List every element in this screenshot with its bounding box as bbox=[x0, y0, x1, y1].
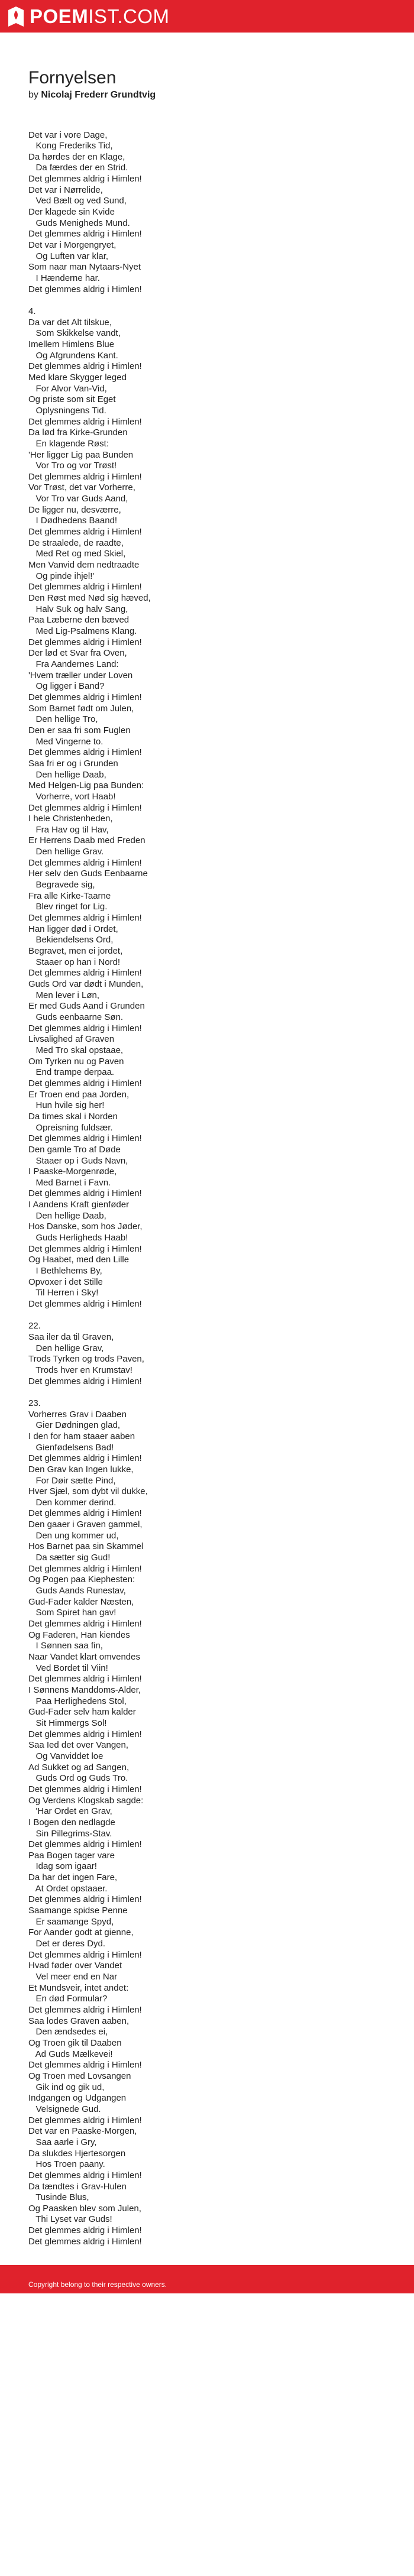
poem-line: Ved Bælt og ved Sund, bbox=[28, 196, 127, 206]
poem-line: Og Pogen paa Kiephesten: bbox=[28, 1574, 135, 1585]
poem-line: Og Faderen, Han kiendes bbox=[28, 1629, 130, 1640]
poem-line: Og ligger i Band? bbox=[28, 681, 105, 692]
poem-line: Paa Læberne den bæved bbox=[28, 615, 130, 626]
poem-line: I den for ham staaer aaben bbox=[28, 1431, 135, 1441]
poem-line: Staaer op han i Nord! bbox=[28, 957, 121, 967]
poem-line: Naar Vandet klart omvendes bbox=[28, 1652, 140, 1663]
poem-line: Da lød fra Kirke-Grunden bbox=[28, 427, 128, 438]
poem-line: Det glemmes aldrig i Himlen! bbox=[28, 802, 142, 813]
poem-line: Indgangen og Udgangen bbox=[28, 2093, 127, 2104]
poem-line: Vor Trøst, det var Vorherre, bbox=[28, 482, 135, 493]
poem-line: I Hænderne har. bbox=[28, 273, 100, 284]
poem-line: Og Haabet, med den Lille bbox=[28, 1255, 130, 1265]
poem-line: Da hørdes der en Klage, bbox=[28, 151, 125, 162]
poem-line: Og Vanviddet loe bbox=[28, 1751, 104, 1761]
poem-line: Med Vingerne to. bbox=[28, 736, 104, 747]
poem-line: Det glemmes aldrig i Himlen! bbox=[28, 1188, 142, 1199]
poem-line: Gienfødelsens Bad! bbox=[28, 1442, 114, 1453]
poem-line: I Sønnens Manddoms-Alder, bbox=[28, 1684, 141, 1695]
poem-line: Guds Ord var dødt i Munden, bbox=[28, 979, 144, 990]
poem-line: Det glemmes aldrig i Himlen! bbox=[28, 361, 142, 372]
poem-line: Det glemmes aldrig i Himlen! bbox=[28, 471, 142, 482]
poem-line: Det glemmes aldrig i Himlen! bbox=[28, 1674, 142, 1684]
logo-icon[interactable] bbox=[8, 7, 24, 27]
poem-line: Vorherre, vort Haab! bbox=[28, 791, 116, 802]
stanza bbox=[28, 130, 386, 296]
poem-line: Paa Herlighedens Stol, bbox=[28, 1696, 127, 1706]
poem-line: Det glemmes aldrig i Himlen! bbox=[28, 747, 142, 758]
poem-line: Oplysningens Tid. bbox=[28, 405, 106, 416]
poem-line: Fra Aandernes Land: bbox=[28, 659, 119, 669]
poem-line: Til Herren i Sky! bbox=[28, 1288, 99, 1298]
byline bbox=[28, 90, 386, 101]
poem-line: Trods hver en Krumstav! bbox=[28, 1365, 132, 1375]
site-footer bbox=[0, 2265, 414, 2293]
poem-line: Den Røst med Nød sig hæved, bbox=[28, 593, 151, 604]
poem-line: Det glemmes aldrig i Himlen! bbox=[28, 1078, 142, 1088]
poem-line: Saa fri er og i Grunden bbox=[28, 758, 118, 769]
poem-line: Ad Guds Mælkevei! bbox=[28, 2049, 113, 2059]
poem-line: I Bogen den nedlagde bbox=[28, 1817, 115, 1827]
poem-line: 23. bbox=[28, 1398, 41, 1408]
stanza bbox=[28, 1321, 386, 1387]
poem-line: Det glemmes aldrig i Himlen! bbox=[28, 637, 142, 647]
poem-line: Hos Barnet paa sin Skammel bbox=[28, 1541, 144, 1552]
poem-line: Guds Herligheds Haab! bbox=[28, 1233, 128, 1243]
poem-line: Paa Bogen tager vare bbox=[28, 1850, 115, 1861]
poem-line: Den gamle Tro af Døde bbox=[28, 1144, 121, 1155]
poem-title: Fornyelsen bbox=[28, 68, 117, 88]
poem-line: Med Ret og med Skiel, bbox=[28, 549, 126, 559]
poem-line: Det glemmes aldrig i Himlen! bbox=[28, 1563, 142, 1574]
poem-line: Velsignede Gud. bbox=[28, 2104, 101, 2114]
poem-line: Et Mundsveir, intet andet: bbox=[28, 1982, 129, 1993]
poem-line: Det glemmes aldrig i Himlen! bbox=[28, 2060, 142, 2070]
poem-line: I Aandens Kraft gienføder bbox=[28, 1200, 130, 1210]
poem-line: Saa Ied det over Vangen, bbox=[28, 1740, 129, 1751]
poem-line: Det glemmes aldrig i Himlen! bbox=[28, 1619, 142, 1629]
poem-line: Kong Frederiks Tid, bbox=[28, 141, 113, 151]
poem-line: Det glemmes aldrig i Himlen! bbox=[28, 582, 142, 592]
poem-line: Det glemmes aldrig i Himlen! bbox=[28, 1729, 142, 1739]
poem-line: Det glemmes aldrig i Himlen! bbox=[28, 1453, 142, 1464]
poem-body bbox=[28, 130, 386, 2248]
poem-line: Gik ind og gik ud, bbox=[28, 2082, 105, 2092]
poem-line: Saa lodes Graven aaben, bbox=[28, 2016, 130, 2026]
poem-line: Det var en Paaske-Morgen, bbox=[28, 2126, 137, 2137]
poem-line: Med Tro skal opstaae, bbox=[28, 1045, 124, 1055]
poem-line: Det glemmes aldrig i Himlen! bbox=[28, 527, 142, 537]
poem-line: Den hellige Tro, bbox=[28, 714, 98, 725]
poem-line: 4. bbox=[28, 306, 36, 316]
poem-line: Der lød et Svar fra Oven, bbox=[28, 648, 127, 659]
poem-line: Gud-Fader selv ham kalder bbox=[28, 1707, 136, 1718]
poem-line: Den hellige Grav. bbox=[28, 847, 104, 857]
poem-line: Idag som igaar! bbox=[28, 1861, 97, 1872]
poem-line: Guds Aands Runestav, bbox=[28, 1586, 126, 1596]
poem-line: Saa iler da til Graven, bbox=[28, 1332, 114, 1342]
poem-line: Det glemmes aldrig i Himlen! bbox=[28, 1949, 142, 1960]
poem-line: Da var det Alt tilskue, bbox=[28, 317, 112, 328]
poem-line: Opvoxer i det Stille bbox=[28, 1276, 103, 1287]
poem-line: Hver Sjæl, som dybt vil dukke, bbox=[28, 1486, 148, 1497]
poem-line: Det glemmes aldrig i Himlen! bbox=[28, 1243, 142, 1254]
poem-line: Er Troen end paa Jorden, bbox=[28, 1089, 130, 1100]
poem-line: Saa aarle i Gry, bbox=[28, 2137, 97, 2147]
poem-line: Imellem Himlens Blue bbox=[28, 339, 115, 349]
logo-bold: POEM bbox=[30, 5, 89, 27]
poem-line: Det glemmes aldrig i Himlen! bbox=[28, 1299, 142, 1310]
poem-line: Det glemmes aldrig i Himlen! bbox=[28, 2236, 142, 2247]
poem-line: Og Troen gik til Daaben bbox=[28, 2037, 122, 2048]
poem-line: At Ordet opstaaer. bbox=[28, 1883, 108, 1894]
poem-line: Ved Bordet til Viin! bbox=[28, 1663, 108, 1673]
poem-line: Vel meer end en Nar bbox=[28, 1972, 118, 1982]
poem-line: Fra Hav og til Hav, bbox=[28, 824, 109, 835]
poem-line: Det glemmes aldrig i Himlen! bbox=[28, 416, 142, 427]
poem-line: Med klare Skygger leged bbox=[28, 372, 127, 383]
poem-line: Den ændsedes ei, bbox=[28, 2027, 108, 2037]
poem-line: Men Vanvid dem nedtraadte bbox=[28, 560, 140, 571]
site-header bbox=[0, 0, 414, 33]
poem-line: Vorherres Grav i Daaben bbox=[28, 1409, 127, 1420]
poem-line: Da tændtes i Grav-Hulen bbox=[28, 2181, 127, 2192]
poem-line: Hos Troen paany. bbox=[28, 2159, 105, 2170]
poem-line: Her selv den Guds Eenbaarne bbox=[28, 869, 148, 879]
poem-line: Bekiendelsens Ord, bbox=[28, 935, 114, 945]
poem-line: Begravede sig, bbox=[28, 880, 95, 890]
poem-line: 'Hvem træller under Loven bbox=[28, 670, 133, 681]
poem-line: De straalede, de raadte, bbox=[28, 537, 124, 548]
poem-line: Vor Tro var Guds Aand, bbox=[28, 494, 128, 504]
poem-line: Sin Pillegrims-Stav. bbox=[28, 1828, 112, 1839]
poem-line: Blev ringet for Lig. bbox=[28, 902, 108, 912]
poem-line: Der klagede sin Kvide bbox=[28, 207, 115, 218]
poem-line: Da har det ingen Fare, bbox=[28, 1872, 118, 1883]
poem-line: Er med Guds Aand i Grunden bbox=[28, 1001, 145, 1012]
poem-line: Det glemmes aldrig i Himlen! bbox=[28, 692, 142, 702]
stanza bbox=[28, 306, 386, 1310]
poem-line: Og Troen med Lovsangen bbox=[28, 2070, 131, 2081]
poem-line: Guds Menigheds Mund. bbox=[28, 218, 130, 228]
poem-line: Og Paasken blev som Julen, bbox=[28, 2203, 141, 2214]
poem-line: I Dødhedens Baand! bbox=[28, 516, 118, 526]
poem-line: Det glemmes aldrig i Himlen! bbox=[28, 1839, 142, 1850]
poem-line: Sit Himmergs Sol! bbox=[28, 1718, 107, 1728]
poem-line: Han ligger død i Ordet, bbox=[28, 924, 118, 934]
poem-line: Hvad føder over Vandet bbox=[28, 1961, 122, 1971]
poem-line: Guds Ord og Guds Tro. bbox=[28, 1773, 128, 1784]
poem-line: Gier Dødningen glad, bbox=[28, 1420, 121, 1431]
poem-line: Som Barnet født om Julen, bbox=[28, 703, 134, 714]
poem-content bbox=[0, 33, 414, 2247]
poem-line: Fra alle Kirke-Taarne bbox=[28, 890, 111, 901]
poem-line: Det glemmes aldrig i Himlen! bbox=[28, 968, 142, 978]
poem-line: Da sætter sig Gud! bbox=[28, 1553, 111, 1563]
poem-line: Med Barnet i Favn. bbox=[28, 1177, 111, 1188]
poem-line: Ad Sukket og ad Sangen, bbox=[28, 1762, 130, 1773]
poem-line: Opreisning fuldsær. bbox=[28, 1122, 113, 1133]
poem-line: Som Spiret han gav! bbox=[28, 1608, 117, 1618]
poem-line: Og pinde ihjel!' bbox=[28, 571, 95, 581]
poem-line: Og Verdens Klogskab sagde: bbox=[28, 1795, 144, 1806]
poem-line: Det var i Nørrelide, bbox=[28, 184, 103, 195]
poem-line: 22. bbox=[28, 1321, 41, 1331]
poem-line: 'Her ligger Lig paa Bunden bbox=[28, 449, 134, 460]
poem-line: Den gaaer i Graven gammel, bbox=[28, 1519, 143, 1530]
stanza bbox=[28, 1398, 386, 2248]
poem-line: Og priste som sit Eget bbox=[28, 394, 116, 405]
poem-line: Det glemmes aldrig i Himlen! bbox=[28, 1376, 142, 1386]
poem-line: En klagende Røst: bbox=[28, 438, 109, 449]
poem-line: Med Helgen-Lig paa Bunden: bbox=[28, 780, 144, 791]
poem-line: Guds eenbaarne Søn. bbox=[28, 1012, 124, 1022]
poem-line: Staaer op i Guds Navn, bbox=[28, 1155, 128, 1166]
poem-line: Er Herrens Daab med Freden bbox=[28, 835, 145, 846]
poem-line: De ligger nu, desværre, bbox=[28, 504, 121, 515]
poem-line: Den hellige Daab, bbox=[28, 769, 106, 780]
logo-rest: IST.COM bbox=[88, 5, 170, 27]
poem-line: Livsalighed af Graven bbox=[28, 1034, 115, 1045]
poem-line: Da slukdes Hjertesorgen bbox=[28, 2148, 126, 2159]
poem-line: Det glemmes aldrig i Himlen! bbox=[28, 174, 142, 184]
poem-line: Gud-Fader kalder Næsten, bbox=[28, 1596, 134, 1607]
poem-line: Den er saa fri som Fuglen bbox=[28, 725, 131, 735]
poem-line: Det glemmes aldrig i Himlen! bbox=[28, 2115, 142, 2125]
poem-line: Det er deres Dyd. bbox=[28, 1939, 106, 1949]
poem-line: Det glemmes aldrig i Himlen! bbox=[28, 913, 142, 924]
copyright-text: Copyright belong to their respective owners. bbox=[28, 2280, 167, 2289]
poem-line: Den Grav kan Ingen lukke, bbox=[28, 1464, 134, 1475]
poem-line: Med Lig-Psalmens Klang. bbox=[28, 626, 137, 637]
poem-line: Halv Suk og halv Sang, bbox=[28, 604, 128, 614]
poem-line: Den hellige Daab, bbox=[28, 1210, 106, 1221]
poem-line: Det glemmes aldrig i Himlen! bbox=[28, 2170, 142, 2180]
site-logo[interactable] bbox=[30, 7, 170, 26]
poem-line: For Døir sætte Pind, bbox=[28, 1475, 116, 1486]
author-link[interactable]: Nicolaj Frederr Grundtvig bbox=[41, 89, 156, 100]
poem-line: Og Afgrundens Kant. bbox=[28, 350, 118, 361]
poem-line: Det glemmes aldrig i Himlen! bbox=[28, 1023, 142, 1033]
poem-line: I Paaske-Morgenrøde, bbox=[28, 1167, 117, 1177]
poem-line: For Alvor Van-Vid, bbox=[28, 383, 107, 394]
poem-line: Hos Danske, som hos Jøder, bbox=[28, 1221, 143, 1232]
poem-line: Det glemmes aldrig i Himlen! bbox=[28, 1784, 142, 1794]
poem-line: Det var i Morgengryet, bbox=[28, 240, 117, 251]
poem-line: Hun hvile sig her! bbox=[28, 1100, 105, 1111]
byline-prefix: by bbox=[28, 89, 38, 100]
poem-line: Vor Tro og vor Trøst! bbox=[28, 461, 117, 471]
poem-line: For Aander godt at gienne, bbox=[28, 1927, 134, 1938]
poem-line: Men lever i Løn, bbox=[28, 990, 100, 1000]
poem-line: I Sønnen saa fin, bbox=[28, 1641, 103, 1651]
poem-line: Det glemmes aldrig i Himlen! bbox=[28, 857, 142, 868]
poem-line: Som Skikkelse vandt, bbox=[28, 328, 121, 339]
poem-line: Da times skal i Norden bbox=[28, 1111, 118, 1122]
poem-line: Saamange spidse Penne bbox=[28, 1906, 128, 1916]
poem-line: Det glemmes aldrig i Himlen! bbox=[28, 1133, 142, 1144]
poem-line: Thi Lyset var Guds! bbox=[28, 2214, 112, 2225]
poem-line: Begravet, men ei jordet, bbox=[28, 946, 123, 957]
poem-line: Det glemmes aldrig i Himlen! bbox=[28, 229, 142, 239]
poem-line: Det glemmes aldrig i Himlen! bbox=[28, 2005, 142, 2016]
poem-line: En død Formular? bbox=[28, 1994, 108, 2004]
poem-line: Det glemmes aldrig i Himlen! bbox=[28, 1894, 142, 1905]
poem-line: Og Luften var klar, bbox=[28, 251, 109, 261]
poem-line: Om Tyrken nu og Paven bbox=[28, 1056, 124, 1067]
poem-line: Det glemmes aldrig i Himlen! bbox=[28, 284, 142, 294]
poem-line: Den hellige Grav, bbox=[28, 1343, 104, 1353]
poem-line: Er saamange Spyd, bbox=[28, 1916, 114, 1927]
poem-line: Det var i vore Dage, bbox=[28, 129, 108, 140]
poem-line: I hele Christenheden, bbox=[28, 814, 113, 824]
poem-line: Tusinde Blus, bbox=[28, 2192, 89, 2203]
poem-line: End trampe derpaa. bbox=[28, 1067, 115, 1078]
poem-line: Den kommer derind. bbox=[28, 1497, 117, 1508]
poem-line: 'Har Ordet en Grav, bbox=[28, 1806, 112, 1817]
poem-line: Den ung kommer ud, bbox=[28, 1530, 119, 1541]
poem-line: Trods Tyrken og trods Paven, bbox=[28, 1354, 144, 1365]
poem-line: Det glemmes aldrig i Himlen! bbox=[28, 1508, 142, 1519]
poem-line: Da færdes der en Strid. bbox=[28, 163, 128, 173]
poem-line: I Bethlehems By, bbox=[28, 1266, 102, 1276]
poem-line: Som naar man Nytaars-Nyet bbox=[28, 262, 141, 273]
poem-line: Det glemmes aldrig i Himlen! bbox=[28, 2225, 142, 2236]
